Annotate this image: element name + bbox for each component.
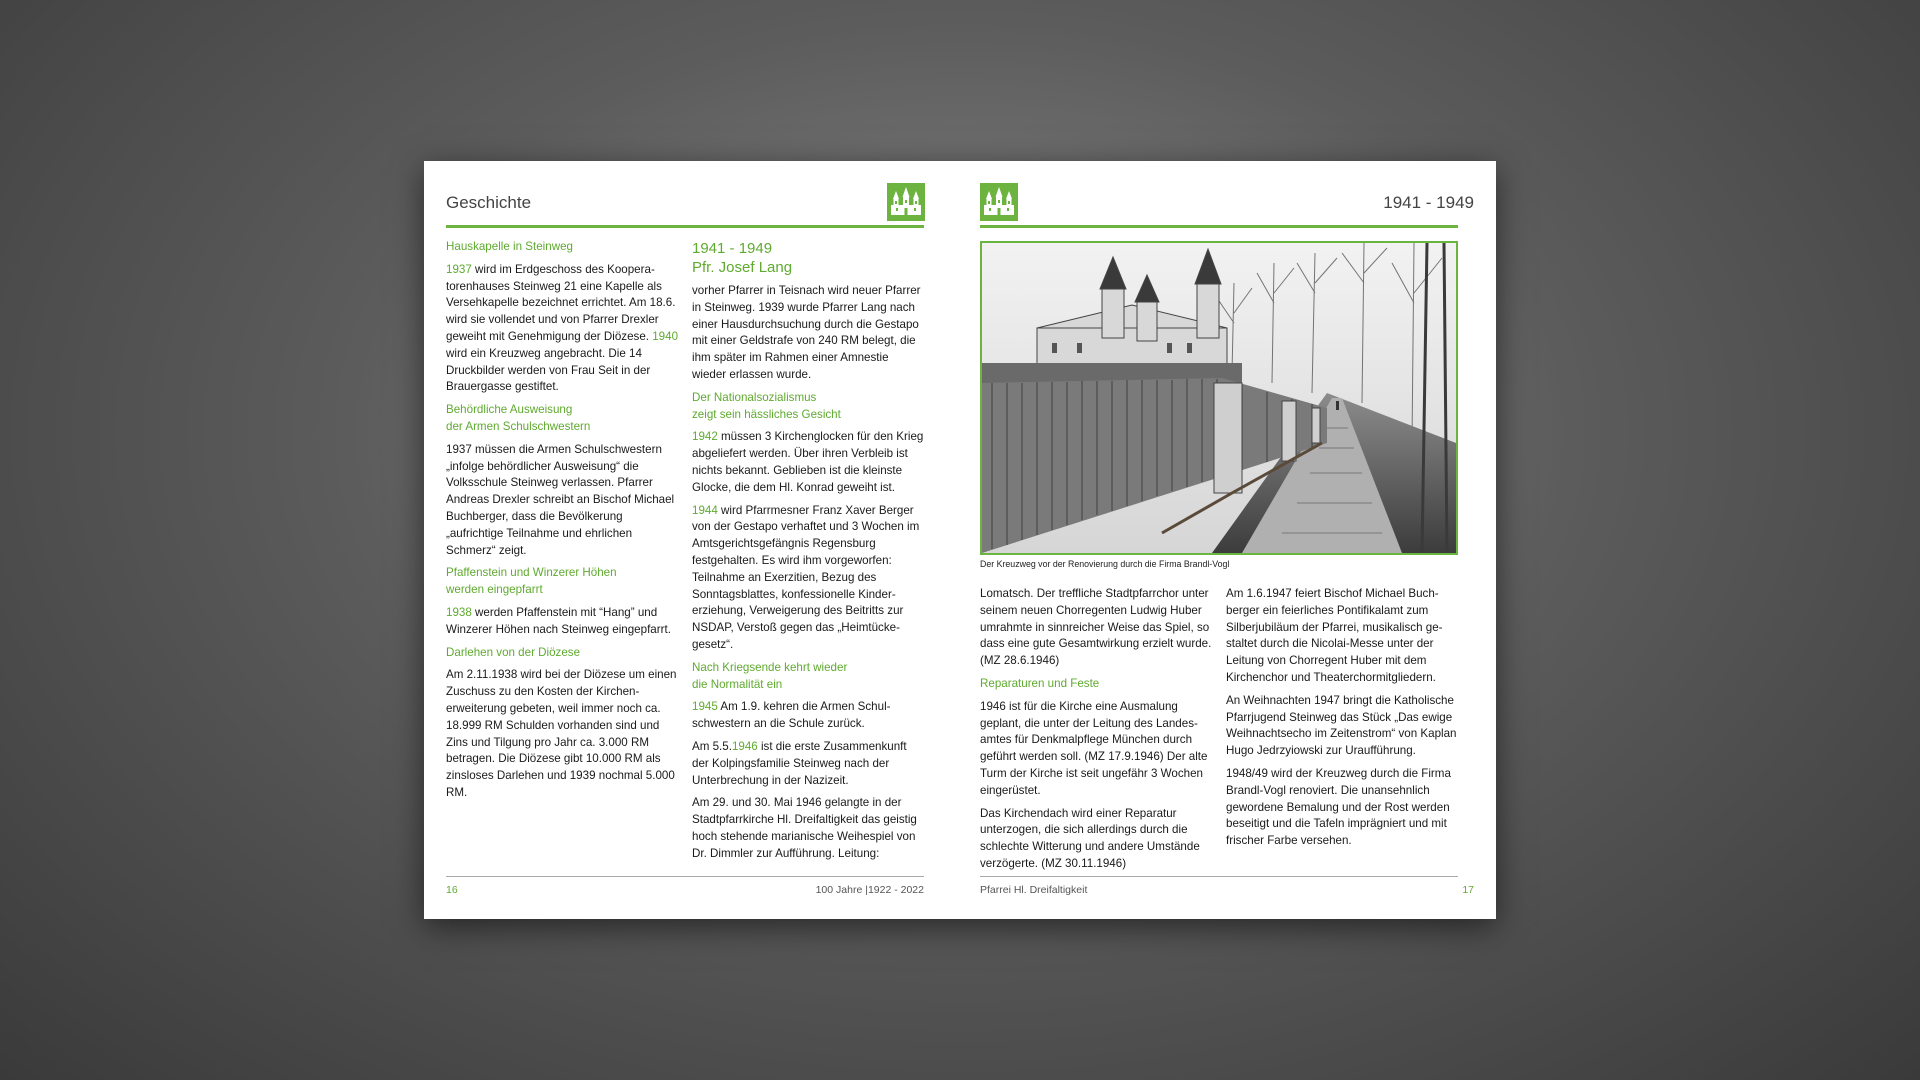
- page-number: 16: [446, 884, 458, 896]
- section-heading: [446, 402, 682, 436]
- paragraph-text: wird im Erdgeschoss des Kooperatorenhauses Steinweg 21 eine Kapelle als Versehkapelle bezeichnet errichtet. Am 18.6. wird sie vollendet und von Pfarrer Drexler geweiht mit Genehmigung der Diözese.: [446, 262, 676, 343]
- chapter-years: 1941 - 1949: [692, 240, 773, 257]
- paragraph-text: Am 5.5.: [692, 739, 732, 753]
- brochure-spread: [424, 161, 1496, 919]
- right-page: [960, 161, 1496, 919]
- paragraph-text: müssen 3 Kirchenglocken für den Krieg abgeliefert werden. Über ihren Verbleib ist nichts bekannt. Geblieben ist die kleinste Glocke, die dem Hl. Konrad geweiht ist.: [692, 430, 924, 494]
- heading-line: Der Nationalsozialismus: [692, 390, 817, 404]
- year-highlight: 1940: [652, 329, 679, 343]
- year-highlight: 1946: [731, 739, 758, 753]
- heading-line: die Normalität ein: [692, 677, 783, 691]
- left-page: [424, 161, 960, 919]
- section-heading: [692, 390, 924, 424]
- heading-line: Pfaffenstein und Winzerer Höhen: [446, 566, 617, 580]
- paragraph: Am 29. und 30. Mai 1946 gelangte in der Stadtpfarrkirche Hl. Dreifaltigkeit das geistig hoch stehende marianische Weihespiel von Dr. Dimmler zur Aufführung. Leitung:: [692, 796, 917, 860]
- heading-line: werden eingepfarrt: [446, 583, 543, 597]
- year-highlight: 1944: [692, 503, 718, 517]
- paragraph-text: Am 1.9. kehren die Armen Schulschwestern an die Schule zurück.: [692, 700, 891, 731]
- kreuzweg-photo: [980, 241, 1458, 555]
- year-highlight: 1938: [446, 605, 472, 619]
- page-number: 17: [1462, 884, 1474, 896]
- right-column-2: [1226, 586, 1460, 856]
- paragraph-text: werden Pfaffenstein mit “Hang” und Winzerer Höhen nach Steinweg eingepfarrt.: [446, 605, 671, 636]
- right-column-1: [980, 586, 1214, 879]
- year-highlight: 1937: [446, 262, 472, 276]
- year-highlight: 1942: [692, 430, 718, 444]
- left-column-2: [692, 239, 924, 869]
- year-highlight: 1945: [692, 700, 718, 714]
- chapter-person: Pfr. Josef Lang: [692, 259, 793, 276]
- left-column-1: [446, 239, 682, 808]
- heading-line: Nach Kriegsende kehrt wieder: [692, 660, 848, 674]
- paragraph-text: wird ein Kreuzweg angebracht. Die 14 Druckbilder werden von Frau Seit in der Brauergasse gestiftet.: [446, 346, 651, 394]
- chapter-heading: [692, 239, 924, 277]
- heading-line: Behördliche Ausweisung: [446, 403, 573, 417]
- section-heading: [692, 660, 924, 694]
- footer-text: 100 Jahre |1922 - 2022: [815, 884, 924, 896]
- section-heading: Hauskapelle in Steinweg: [446, 240, 573, 253]
- page-header-title: Geschichte: [446, 193, 532, 212]
- heading-line: der Armen Schulschwestern: [446, 419, 591, 433]
- paragraph: [692, 739, 924, 789]
- section-heading: Reparaturen und Feste: [980, 676, 1100, 690]
- paragraph: Lomatsch. Der treffliche Stadtpfarrchor unter seinem neuen Chorregenten Ludwig Huber umrahmte in sinnreicher Weise das Spiel, so dass eine gute Gesamtwirkung erzielt wurde. (MZ 28.6.1946): [980, 587, 1212, 668]
- paragraph: Am 1.6.1947 feiert Bischof Michael Buchberger ein feierliches Pontifikalamt zum Silberjubiläum der Pfarrei, musikalisch gestaltet durch die Nicolai-Messe unter der Leitung von Chorregent Huber mit dem Kirchenchor und Theaterchormitgliedern.: [1226, 587, 1443, 684]
- photo-caption: Der Kreuzweg vor der Renovierung durch die Firma Brandl-Vogl: [980, 559, 1230, 569]
- church-logo-icon: [887, 183, 925, 221]
- header-rule: [980, 225, 1458, 228]
- paragraph: An Weihnachten 1947 bringt die Katholische Pfarrjugend Steinweg das Stück „Das ewige Weihnachtsecho im Zeitenstrom“ von Kaplan Hugo Jedrzyiowski zur Uraufführung.: [1226, 693, 1457, 758]
- church-logo-icon: [980, 183, 1018, 221]
- paragraph: 1946 ist für die Kirche eine Ausmalung geplant, die unter der Leitung des Landesamtes für Denkmalpflege München durch geführt werden soll. (MZ 17.9.1946) Der alte Turm der Kirche ist seit ungefähr 3 Wochen eingerüstet.: [980, 699, 1208, 797]
- paragraph: [692, 699, 924, 733]
- footer-rule: [980, 876, 1458, 877]
- paragraph: Das Kirchendach wird einer Reparatur unterzogen, die sich allerdings durch die schlechte Witterung und andere Umstände verzögerte. (MZ 30.11.1946): [980, 806, 1200, 870]
- paragraph: [446, 605, 682, 639]
- page-header-title: 1941 - 1949: [1383, 193, 1474, 212]
- paragraph: 1937 müssen die Armen Schulschwestern „infolge behördlicher Ausweisung“ die Volksschule Steinweg verlassen. Pfarrer Andreas Drexler schreibt an Bischof Michael Buchberger, dass die Bevölkerung „aufrichtige Teilnahme und ehrlichen Schmerz“ zeigt.: [446, 442, 675, 557]
- paragraph: [692, 429, 924, 496]
- paragraph: [692, 503, 924, 654]
- section-heading: [446, 565, 682, 599]
- paragraph: vorher Pfarrer in Teisnach wird neuer Pfarrer in Steinweg. 1939 wurde Pfarrer Lang nach einer Hausdurchsuchung durch die Gestapo mit einer Geldstrafe von 240 RM belegt, die ihm später im Rahmen einer Amnestie wieder erlassen wurde.: [692, 284, 921, 381]
- header-rule: [446, 225, 924, 228]
- paragraph: 1948/49 wird der Kreuzweg durch die Firma Brandl-Vogl renoviert. Die unansehnlich gewordene Bemalung und der Rost werden beseitigt und die Tafeln imprägniert und mit frischer Farbe versehen.: [1226, 766, 1451, 848]
- paragraph-text: ist die erste Zusammenkunft der Kolpingsfamilie Steinweg nach der Unterbrechung in der Nazizeit.: [692, 739, 907, 787]
- heading-line: zeigt sein hässliches Gesicht: [692, 407, 841, 421]
- paragraph: [446, 262, 682, 396]
- paragraph: Am 2.11.1938 wird bei der Diözese um einen Zuschuss zu den Kosten der Kirchenerweiterung gebeten, weil immer noch ca. 18.999 RM Schulden vorhanden sind und Zins und Tilgung pro Jahr ca. 3.000 RM betragen. Die Diözese gibt 10.000 RM als zinsloses Darlehen und 1939 nochmal 5.000 RM.: [446, 668, 677, 799]
- footer-rule: [446, 876, 924, 877]
- section-heading: Darlehen von der Diözese: [446, 645, 581, 659]
- footer-text: Pfarrei Hl. Dreifaltigkeit: [980, 884, 1088, 896]
- paragraph-text: wird Pfarrmesner Franz Xaver Berger von der Gestapo verhaftet und 3 Wochen im Amtsgerichtsgefängnis Regensburg festgehalten. Es wird ihm vorgeworfen: Teilnahme an Exerzitien, Bezug des Sonntagsblattes, konfessionelle Kindererziehung, Verweigerung des Beitritts zur NSDAP, Verstoß gegen das „Heimtückegesetz“.: [692, 503, 920, 651]
